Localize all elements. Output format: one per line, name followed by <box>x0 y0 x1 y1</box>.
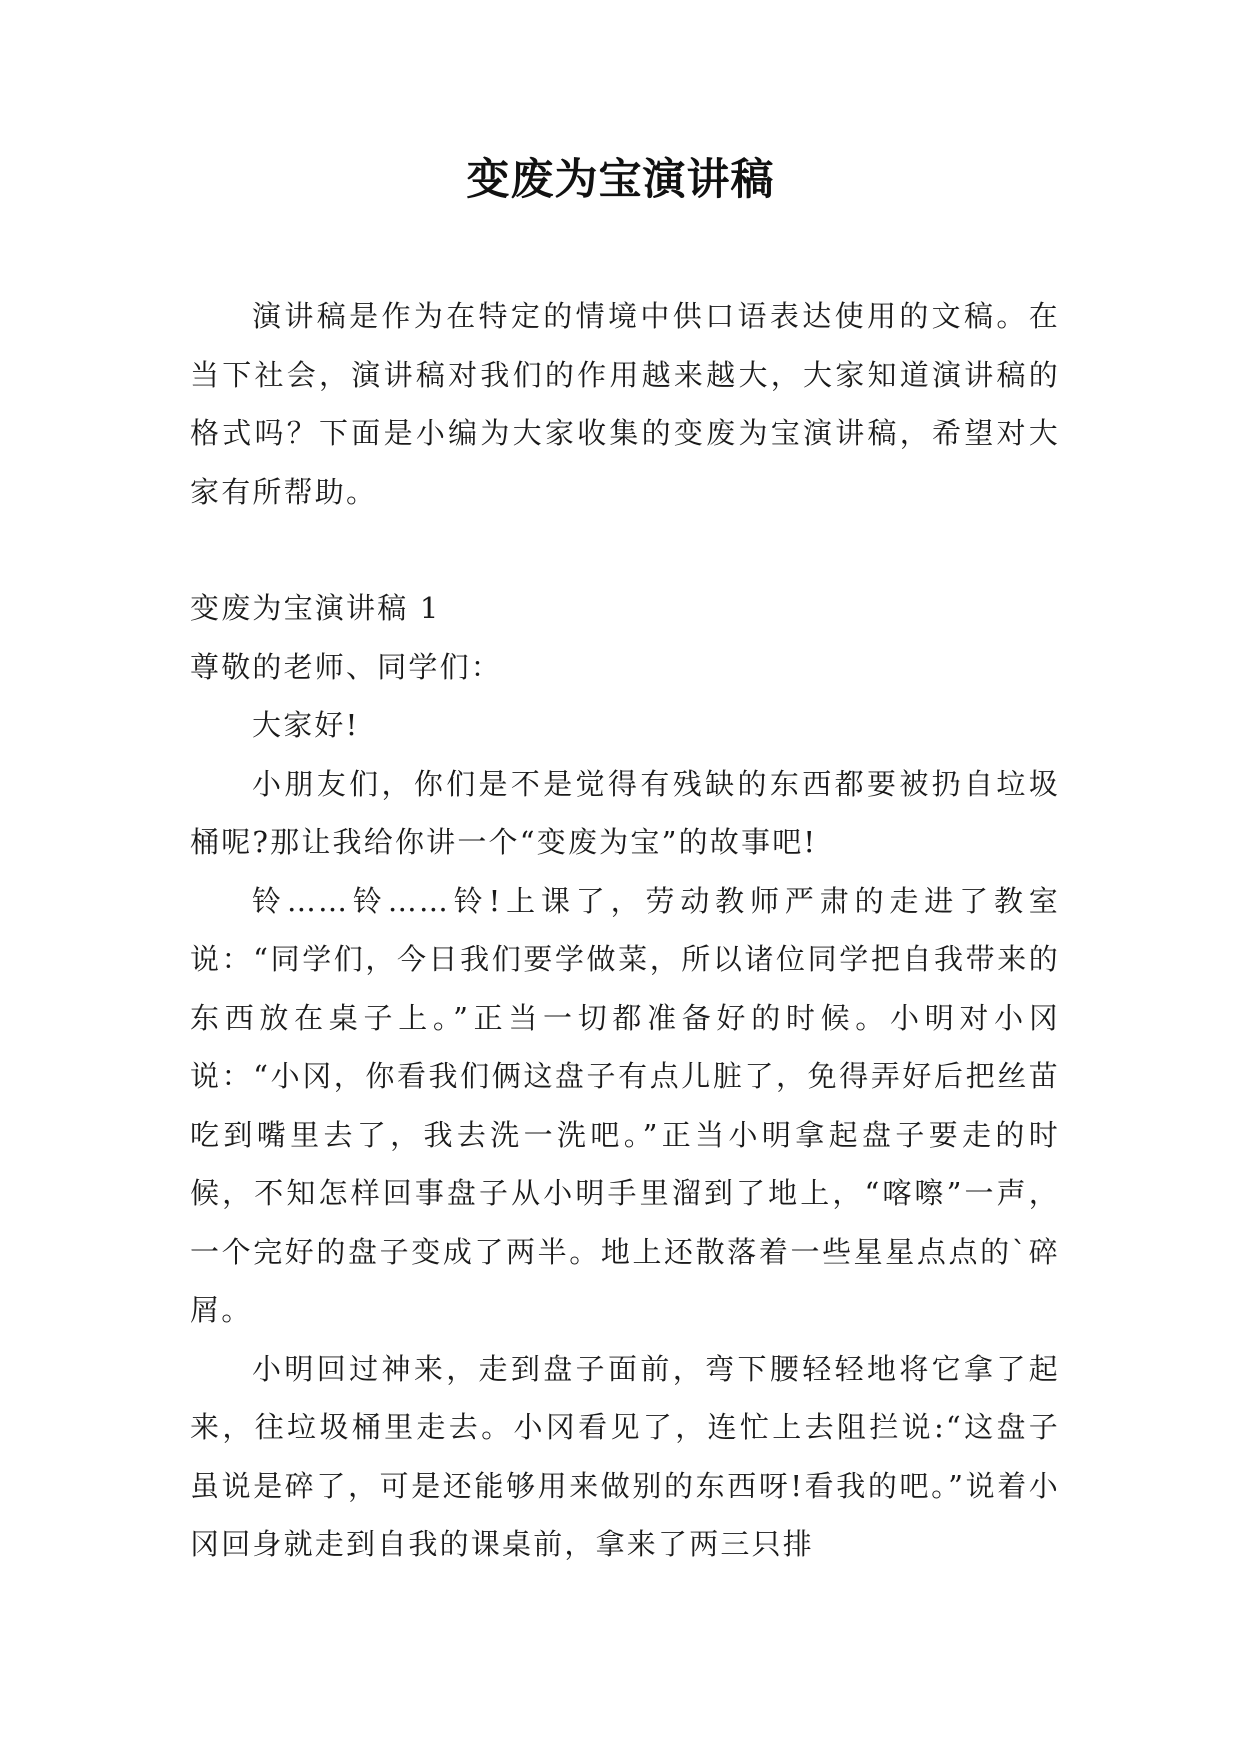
body-paragraph: 大家好! <box>252 708 360 742</box>
section-heading: 变废为宝演讲稿 1 <box>190 591 441 625</box>
intro-paragraph: 演讲稿是作为在特定的情境中供口语表达使用的文稿。在当下社会，演讲稿对我们的作用越来越大，大家知道演讲稿的格式吗？下面是小编为大家收集的变废为宝演讲稿，希望对大家有所帮助。 <box>190 299 1060 509</box>
body-paragraph: 铃……铃……铃!上课了，劳动教师严肃的走进了教室说：“同学们，今日我们要学做菜，所以诸位同学把自我带来的东西放在桌子上。”正当一切都准备好的时候。小明对小冈说：“小冈，你看我们俩这盘子有点儿脏了，免得弄好后把丝苗吃到嘴里去了，我去洗一洗吧。”正当小明拿起盘子要走的时候，不知怎样回事盘子从小明手里溜到了地上，“喀嚓”一声，一个完好的盘子变成了两半。地上还散落着一些星星点点的`碎屑。 <box>190 883 1060 1327</box>
salutation: 尊敬的老师、同学们： <box>190 649 503 684</box>
document-body <box>190 287 1060 1574</box>
document-title: 变废为宝演讲稿 <box>466 155 775 205</box>
paragraph-spacer <box>190 521 1060 579</box>
body-paragraph: 小朋友们，你们是不是觉得有残缺的东西都要被扔自垃圾桶呢?那让我给你讲一个“变废为宝”的故事吧! <box>190 766 1060 859</box>
body-paragraph: 小明回过神来，走到盘子面前，弯下腰轻轻地将它拿了起来，往垃圾桶里走去。小冈看见了，连忙上去阻拦说:“这盘子虽说是碎了，可是还能够用来做别的东西呀!看我的吧。”说着小冈回身就走到自我的课桌前，拿来了两三只排 <box>190 1351 1060 1561</box>
